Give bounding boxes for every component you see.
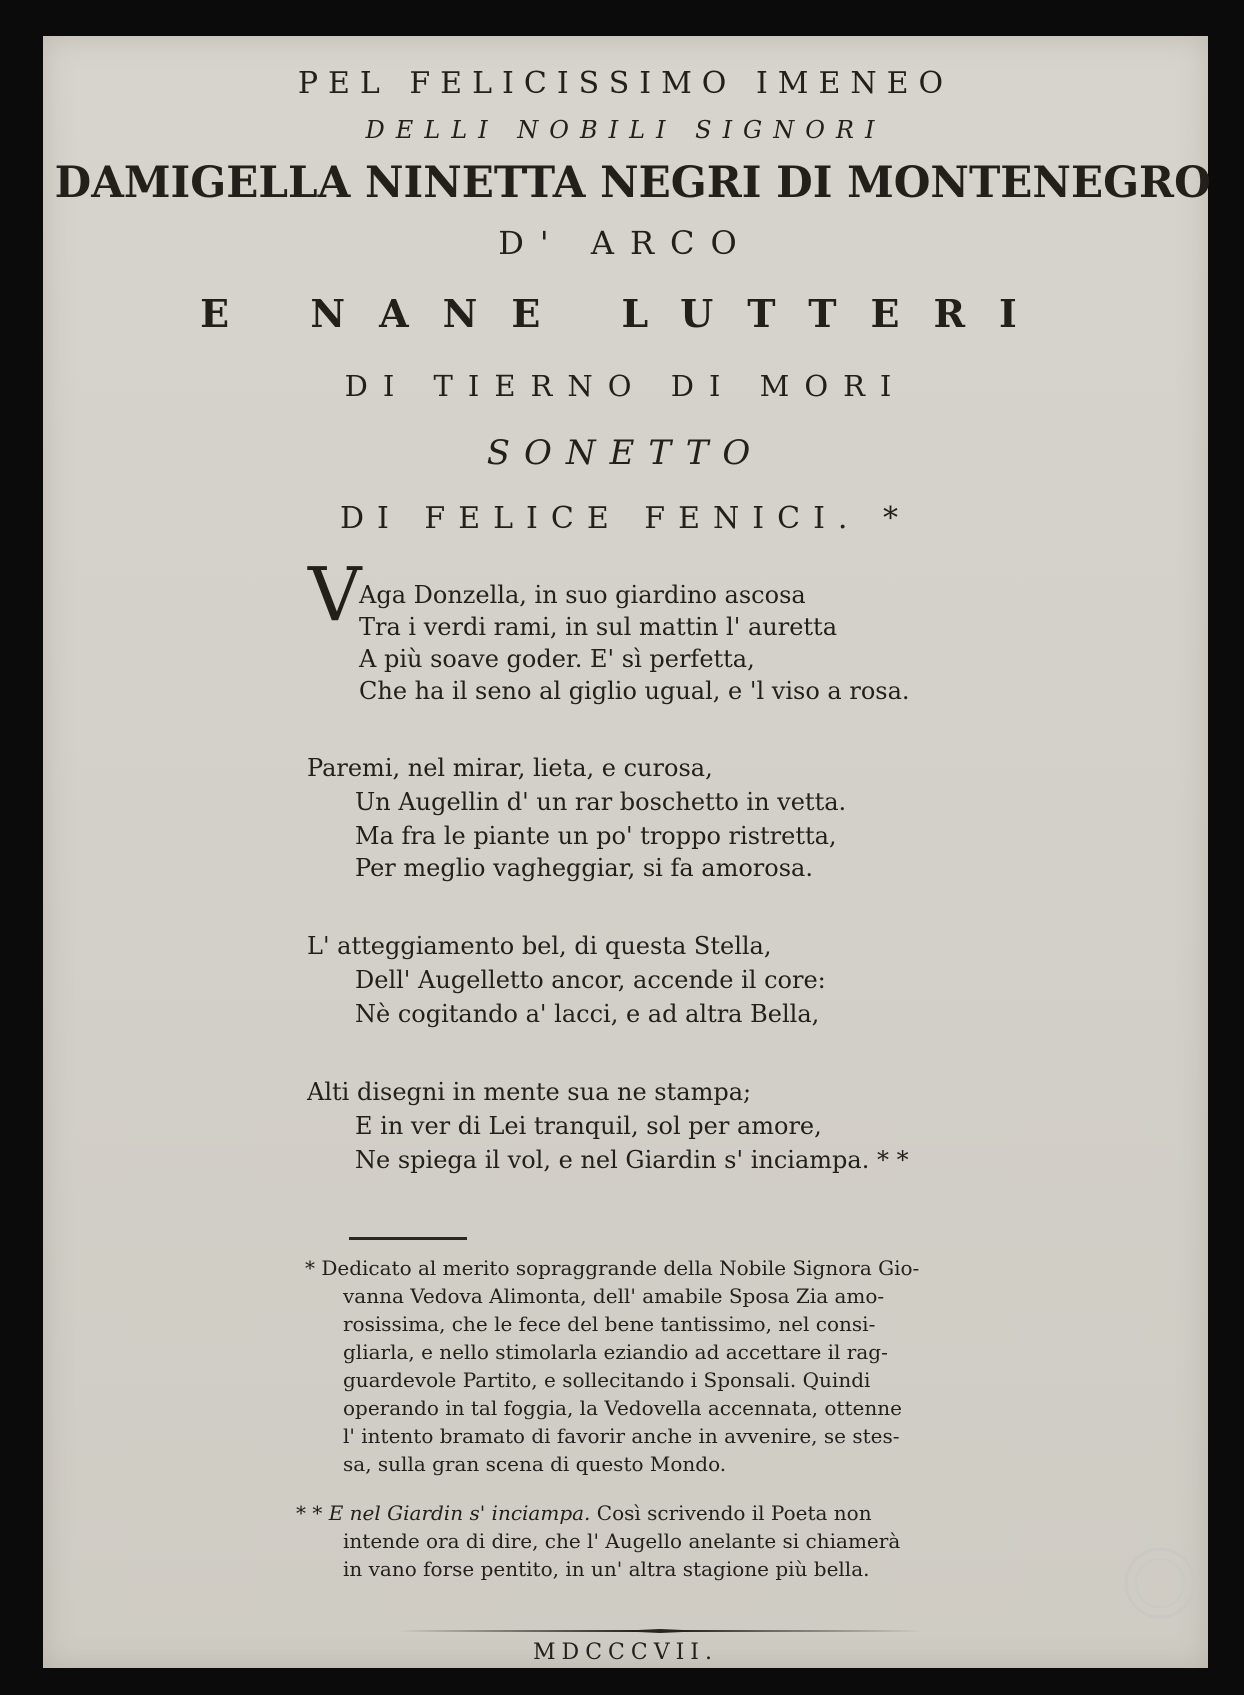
verse-line: E in ver di Lei tranquil, sol per amore, xyxy=(355,1112,822,1140)
footnote-line: intende ora di dire, che l' Augello anelante si chiamerà xyxy=(343,1529,901,1553)
footnote-2-quote: E nel Giardin s' inciampa. xyxy=(328,1501,591,1525)
title-line-2: DELLI NOBILI SIGNORI xyxy=(365,116,886,144)
footnote-line: l' intento bramato di favorir anche in avvenire, se stes- xyxy=(343,1424,900,1448)
title-line-arco: D' ARCO xyxy=(498,224,753,262)
verse-line: Per meglio vagheggiar, si fa amorosa. xyxy=(355,854,813,882)
verse-line: Ma fra le piante un po' troppo ristretta, xyxy=(355,822,837,850)
footnote-line: guardevole Partito, e sollecitando i Sponsali. Quindi xyxy=(343,1368,871,1392)
footnote-line: rosissima, che le fece del bene tantissimo, nel consi- xyxy=(343,1312,876,1336)
verse-line: Ne spiega il vol, e nel Giardin s' inciampa. * * xyxy=(355,1146,909,1174)
footnote-line: in vano forse pentito, in un' altra stagione più bella. xyxy=(343,1557,870,1581)
verse-line: Nè cogitando a' lacci, e ad altra Bella, xyxy=(355,1000,820,1028)
footnote-line: * Dedicato al merito sopraggrande della Nobile Signora Gio- xyxy=(305,1256,920,1280)
title-sonetto: SONETTO xyxy=(486,433,765,473)
footnote-2-text: Così scrivendo il Poeta non xyxy=(590,1501,872,1525)
verse-line: L' atteggiamento bel, di questa Stella, xyxy=(307,932,772,960)
verse-line: Un Augellin d' un rar boschetto in vetta. xyxy=(355,788,847,816)
footnote-2-first-line xyxy=(296,1499,872,1527)
library-stamp-icon xyxy=(1121,1544,1199,1622)
title-author: DI FELICE FENICI. * xyxy=(339,501,911,536)
footnote-line: gliarla, e nello stimolarla eziandio ad accettare il rag- xyxy=(343,1340,888,1364)
verse-line: Tra i verdi rami, in sul mattin l' auretta xyxy=(359,613,837,641)
title-bride-name: DAMIGELLA NINETTA NEGRI DI MONTENEGRO xyxy=(54,158,1211,208)
sonnet-dropcap: V xyxy=(308,552,362,638)
verse-line: Aga Donzella, in suo giardino ascosa xyxy=(359,581,806,609)
title-groom-name: E NANE LUTTERI xyxy=(200,291,1051,336)
footnote-2-marker: * * xyxy=(296,1501,329,1525)
title-line-1: PEL FELICISSIMO IMENEO xyxy=(297,66,954,101)
broadside-page xyxy=(43,36,1211,1668)
verse-line: Dell' Augelletto ancor, accende il core: xyxy=(355,966,826,994)
verse-line: Alti disegni in mente sua ne stampa; xyxy=(307,1078,752,1106)
ornamental-rule xyxy=(398,1629,923,1633)
title-line-tierno: DI TIERNO DI MORI xyxy=(344,369,907,403)
verse-line: Che ha il seno al giglio ugual, e 'l viso a rosa. xyxy=(359,677,910,705)
footnote-divider xyxy=(349,1237,467,1240)
verse-line: Paremi, nel mirar, lieta, e curosa, xyxy=(307,754,713,782)
footnote-line: sa, sulla gran scena di questo Mondo. xyxy=(343,1452,727,1476)
footnote-line: operando in tal foggia, la Vedovella accennata, ottenne xyxy=(343,1396,902,1420)
footnote-line: vanna Vedova Alimonta, dell' amabile Sposa Zia amo- xyxy=(343,1284,885,1308)
imprint-year: MDCCCVII. xyxy=(533,1640,718,1665)
verse-line: A più soave goder. E' sì perfetta, xyxy=(359,645,755,673)
